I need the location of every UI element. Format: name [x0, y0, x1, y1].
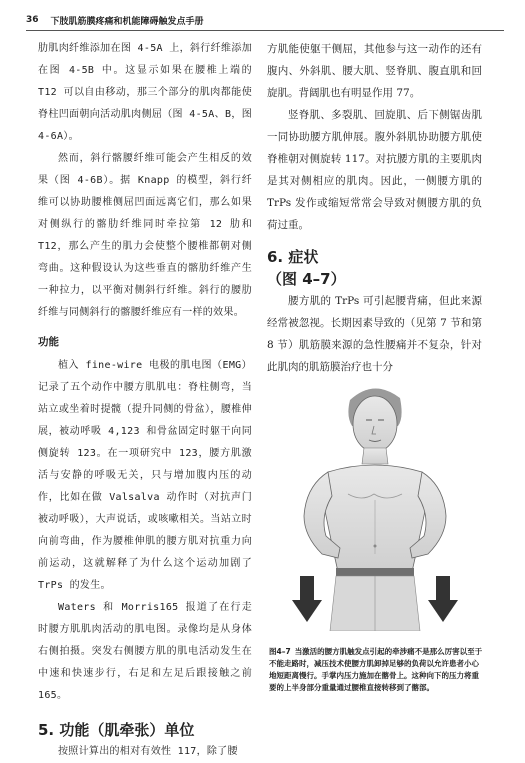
section6-heading: 6. 症状 [267, 248, 319, 266]
left-paragraph-2: 然而，斜行髂腰纤维可能会产生相反的效果（图 4-6B）。据 Knapp 的模型，斜行纤维可以协助腰椎侧屈凹面远离它们，那么如果对侧纵行的髂肋纤维同时牵拉第 12 肋和 T12，那么产生的肌力会使整个腰椎都朝对侧弯曲。这种假设认为这些垂直的髂肋纤维产生一种拉力，以平衡对侧斜行纤维。斜行的腰肋纤维与同侧斜行的髂腰纤维应有一样的效果。 [38, 153, 252, 318]
section5-heading: 5. 功能（肌牵张）单位 [38, 721, 195, 739]
page-header [26, 10, 504, 31]
figure-label: 图4–7 [269, 647, 291, 656]
right-paragraph-2: 竖脊肌、多裂肌、回旋肌、后下侧锯齿肌一同协助腰方肌伸展。腹外斜肌协助腰方肌使脊椎朝对侧旋转 117。对抗腰方肌的主要肌肉是其对侧相应的肌肉。因此，一侧腰方肌的 TrPs 发作或缩短常常会导致对侧腰方肌的负荷过重。 [267, 109, 482, 231]
left-paragraph-1: 肋肌肉纤维添加在图 4-5A 上，斜行纤维添加在图 4-5B 中。这显示如果在腰椎上端的 T12 可以自由移动，那三个部分的肌肉都能使脊柱凹面朝向活动肌肉侧屈（图 4-5A、B，图 4-6A）。 [38, 43, 252, 142]
right-paragraph-1: 方肌能使躯干侧屈，其他参与这一动作的还有腹内、外斜肌、腰大肌、竖脊肌、腹直肌和回旋肌。背阔肌也有明显作用 77。 [267, 43, 482, 99]
right-column [267, 38, 482, 378]
function-paragraph-2: Waters 和 Morris165 报道了在行走时腰方肌肌肉活动的肌电图。录像均是从身体右侧拍摄。突发右侧腰方肌的肌电活动发生在中速和快速步行，右足和左足后跟接触之前 165。 [38, 602, 252, 701]
figure-caption-text: 当激活的腰方肌触发点引起的牵涉痛不是那么厉害以至于不能走路时，减压技术使腰方肌卸掉足够的负荷以允许患者小心地短距离慢行。手掌内压力施加在髂骨上。这种向下的压力将重要的上半身部分重量通过腰椎直接转移到了髂部。 [269, 647, 483, 692]
left-column [38, 38, 252, 763]
figure-caption [269, 646, 483, 694]
section6-heading-figure-ref: （图 4–7） [267, 270, 346, 288]
figure-illustration [270, 376, 480, 631]
section6-paragraph: 腰方肌的 TrPs 可引起腰背痛，但此来源经常被忽视。长期因素导致的（见第 7 节和第 8 节）肌筋膜来源的急性腰痛并不复杂，针对此肌肉的肌筋膜治疗也十分 [267, 295, 482, 373]
page-number: 36 [26, 15, 39, 25]
function-heading: 功能 [38, 336, 59, 348]
function-paragraph-1: 植入 fine-wire 电极的肌电图（EMG）记录了五个动作中腰方肌肌电：脊柱侧弯，当站立或坐着时提髋（提升同侧的骨盆），腰椎伸展，被动呼吸 4,123 和骨盆固定时躯干向同侧旋转 123。在一项研究中 123，腰方肌激活与安静的呼吸无关，只与增加腹内压的动作，比如在做 Valsalva 动作时（对抗声门被动呼吸），大声说话，或咳嗽相关。当站立时向前弯曲，作为腰椎伸肌的腰方肌对抗重力向前运动，这就解释了为什么这个运动加剧了 TrPs 的发生。 [38, 360, 252, 591]
man-hands-on-hips-illustration [270, 376, 480, 631]
running-title: 下肢肌筋膜疼痛和机能障碍触发点手册 [50, 16, 204, 27]
section5-paragraph: 按照计算出的相对有效性 117，除了腰 [58, 746, 238, 757]
